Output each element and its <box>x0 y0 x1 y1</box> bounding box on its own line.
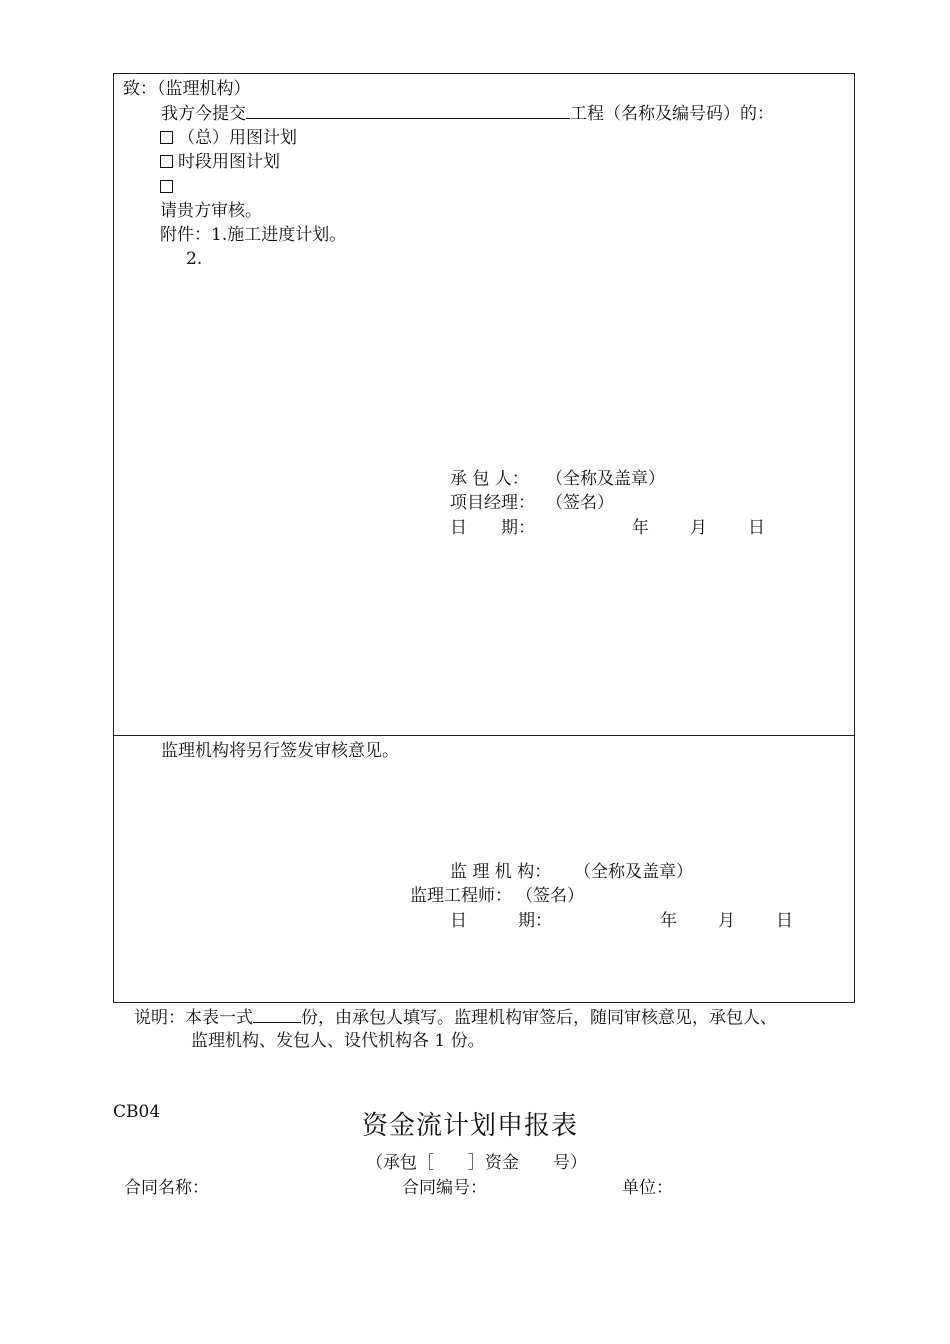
attachment-1: 附件：1.施工进度计划。 <box>160 225 347 245</box>
option-label: （总）用图计划 <box>178 128 297 148</box>
request-text: 请贵方审核。 <box>160 201 262 221</box>
review-date-day: 日 <box>776 911 793 931</box>
submission-section <box>113 73 855 736</box>
checkbox-icon[interactable] <box>160 180 173 193</box>
attachment-2: 2. <box>186 249 203 269</box>
form-subtitle: （承包［ ］资金 号） <box>366 1153 587 1173</box>
engineer-label: 监理工程师： <box>410 886 512 906</box>
copies-blank[interactable] <box>253 1007 301 1023</box>
note-part-1: 说明：本表一式 <box>134 1008 253 1028</box>
note-line-1 <box>134 1007 777 1028</box>
contractor-note: （全称及盖章） <box>546 469 665 489</box>
contract-name-label: 合同名称： <box>124 1178 209 1198</box>
submit-suffix: 工程（名称及编号码）的： <box>570 104 774 124</box>
checkbox-icon[interactable] <box>160 131 173 144</box>
pm-label: 项目经理： <box>450 493 535 513</box>
option-period-plan[interactable] <box>160 152 280 172</box>
form-title: 资金流计划申报表 <box>362 1111 579 1141</box>
date-year: 年 <box>632 518 649 538</box>
unit-label: 单位： <box>622 1178 673 1198</box>
project-name-blank[interactable] <box>246 103 570 119</box>
checkbox-icon[interactable] <box>160 155 173 168</box>
contractor-label: 承 包 人： <box>450 469 529 489</box>
supervisor-org-label: 监 理 机 构： <box>450 862 552 882</box>
pm-note: （签名） <box>546 493 614 513</box>
contract-no-label: 合同编号： <box>402 1178 487 1198</box>
option-blank[interactable] <box>160 177 178 197</box>
option-overall-plan[interactable] <box>160 128 297 148</box>
to-line: 致：（监理机构） <box>123 79 251 99</box>
review-date-label: 日 期： <box>450 911 552 931</box>
review-date-year: 年 <box>660 911 677 931</box>
date-label: 日 期： <box>450 518 535 538</box>
date-day: 日 <box>748 518 765 538</box>
note-line-2: 监理机构、发包人、设代机构各 1 份。 <box>191 1031 485 1051</box>
form-code: CB04 <box>113 1102 161 1122</box>
review-date-month: 月 <box>718 911 735 931</box>
supervisor-org-note: （全称及盖章） <box>574 862 693 882</box>
date-month: 月 <box>690 518 707 538</box>
note-part-2: 份，由承包人填写。监理机构审签后，随同审核意见，承包人、 <box>301 1008 777 1028</box>
engineer-note: （签名） <box>516 886 584 906</box>
submit-line <box>161 103 774 124</box>
option-label: 时段用图计划 <box>178 152 280 172</box>
review-opinion: 监理机构将另行签发审核意见。 <box>161 741 399 761</box>
submit-prefix: 我方今提交 <box>161 104 246 124</box>
